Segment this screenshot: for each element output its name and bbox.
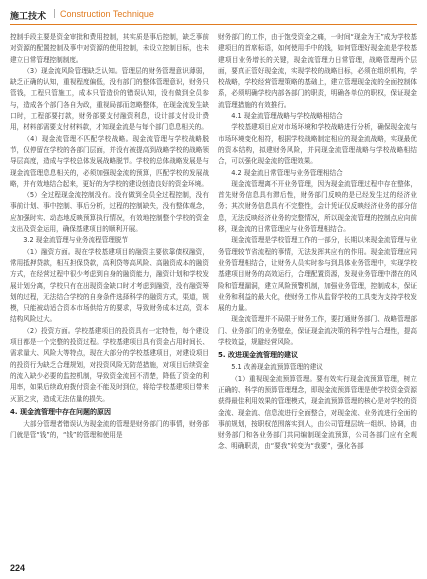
body-paragraph: 现金流管理是学校管理工作的一部分，长期以来现金流管理与业务管理较节省流程的事情，无法发挥其应有的作用。现金流管理应同业务管理相结合，让财务人员实时参与到具体业务管理中，实现学校基建项目财务的高效运行，合理配置资源，发现业务管理中潜在的风险和管理漏洞，建立风险预警机制，加强业务管理，控制成本，保证业务和利益的最大化，使财务工作从监督学校的工具变为支持学校发展的力量。	[218, 236, 417, 313]
journal-section-title-en: Construction Technique	[60, 9, 154, 19]
body-paragraph: 学校基建项目应对市场环境和学校战略进行分析，确保现金流与市场环境变化相符，根据学校战略制定相应的现金流战略，实现最优的资本结构，拟建财务风险，并同现金流管理战略与学校战略相结合，可以强化现金流的管理效果。	[218, 123, 417, 166]
body-paragraph: 控制手段主要是资金审批和费用控制，其实质是事后控制，缺乏事前对资源的配置控制及事中对资源的使用控制，未设立控制目标，也未建立日常管理控制制度。	[10, 33, 209, 64]
body-paragraph: 现金流管理离不开业务管理，因为现金流管理过程中存在整体，首先财务信息具有滞后性，财务部门反映的是已经发生过的经济业务；其次财务信息具有不完整性，会计凭证仅反映经济业务的部分信息，无法反映经济业务的完整情况，所以现金流管理的控制点应向前移，现金流的日常管理应与业务管理相结合。	[218, 179, 417, 234]
running-header	[0, 0, 427, 28]
section-heading: 4. 现金流管理中存在问题的原因	[10, 407, 111, 416]
body-paragraph: （1）融资方面。现在学校基建项目的融资主要依靠债权融资，常用抵押贷款，相互担保贷款，高利贷等高风险、高融资成本的融资方式，在经营过程中很少考虑到自身的融资能力，融资计划和学校发展计划分离，学校只有在出现资金缺口时才考虑到融资，没有融资筹划的过程，无法结合学校的自身条件选择科学的融资方式，渠道，规模，只能被动适合资本市场供给方的要求，导致财务成本过高，资本结构风险过大。	[10, 247, 209, 324]
header-separator: |	[53, 9, 57, 19]
subsection-heading: 4.2 现金流日常管理与业务管理相结合	[231, 168, 343, 177]
subsection-heading: 4.1 现金流管理战略与学校战略相结合	[231, 112, 343, 121]
body-paragraph: （5）全过程现金流控制没有。没有做到全员全过程控制，没有事前计划、事中控制、事后分析，过程的控制缺失，没有整体观念，应加强时实、动态地反映预算执行情况，有效地控制整个学校的资金支出及资金运用，确保基建项目的顺利开展。	[10, 191, 209, 234]
subsection-heading: 5.1 改善现金流预算管理的建议	[231, 363, 323, 372]
body-paragraph: 大部分管理者错误认为现金流的管理是财务部门的事情，财务部门就是管“钱”的，“钱”的管理和使用是	[10, 419, 209, 440]
journal-section-title: 施工技术	[10, 12, 47, 22]
right-text-column	[218, 32, 417, 453]
left-text-column	[10, 32, 209, 441]
body-paragraph: （2）投资方面。学校基建项目的投资具有一定特性，每个建设项目都是一个完整的投资过程。学校基建项目具有资金占用时间长、需求量大、风险大等特点，现在大部分的学校基建项目，对建设项目的投资行为缺乏合理规划，对投资风险无防范措施，对项目后续资金的流入缺少必要的监控机制，导致资金流回不清楚，降低了资金的利用率，如果后续政府拨付资金不能及时到位，将给学校基建项目带来灭顶之灾，造成无法估量的损失。	[10, 326, 209, 403]
page-number: 224	[10, 563, 26, 573]
body-paragraph: （4）现金流管理不匹配学校战略。现金流管理与学校战略脱节，仅停留在学校的各部门层面，并没有被提高到战略学校的战略领导层高度，造成与学校总体发展战略脱节。学校的总体战略发展是与现金流管理息息相关的，必须加强现金流的预算，匹配学校的发展战略，并有效地结合起来，更好的为学校的建设创造良好的资金环境。	[10, 134, 209, 188]
header-rule	[10, 24, 417, 25]
subsection-heading: 3.2 现金流管理与业务流程管理脱节	[23, 236, 129, 245]
body-paragraph: （3）现金流风险管理缺乏认知。管理层的财务管理意识薄弱，缺乏正确的认知，重视程度偏低，没有部门的整体管理意识，财务只管钱，工程只管施工，成本只管造价的错误认知，没有做到全员参与，造成各个部门各自为政，重视局部而忽略整体，在现金流发生缺口时，工程部要打款，财务部要支付融资利息，设计部支付设计费用，材料部需要支付材料款，才知现金流是与每个部门息息相关的。	[10, 66, 209, 132]
body-paragraph: 财务部门的工作，由于饱受资金之痛，一时间“现金为王”成为学校基建项目的首席标语，如何使用手中的钱，如何管理好现金流是学校基建项目业务增长的关键，现金流管理力日常管理，战略管理两个层面，要真正管好现金流，实现学校的战略目标，必须在组织机构，学校战略，学校经营管理策略的基础上，建立管理现金流的全面控制体系，必须明确学校内部各部门的职责，明确各单位的职权，保证现金流管理措施的有效推行。	[218, 33, 417, 109]
body-paragraph: （1）重视现金流预算管理。要有效实行现金流预算管理，树立正确的、科学的预算管理理念，即现金流预算管理是使学校资金资源获得最佳利用效果的管理模式，现金流预算管理的核心是对学校的资金流、现金流、信息流进行全面整合，对现金流、业务流进行全面的事前规划，按职权范围落实到人，由公司管理层统一组织、协调，由财务部门和各业务部门共同编制现金流预算，公司各部门应有全观念、明确职责，由“要我”转变为“我要”，强化各部	[218, 374, 417, 451]
body-paragraph: 现金流管理并不局限于财务工作，要打通财务部门、战略管理部门、业务部门的业务壁垒，保证现金流决策的科学性与合理性，提高学校效益，规避经营风险。	[218, 315, 417, 347]
section-heading: 5. 改进现金流管理的建议	[218, 351, 298, 360]
